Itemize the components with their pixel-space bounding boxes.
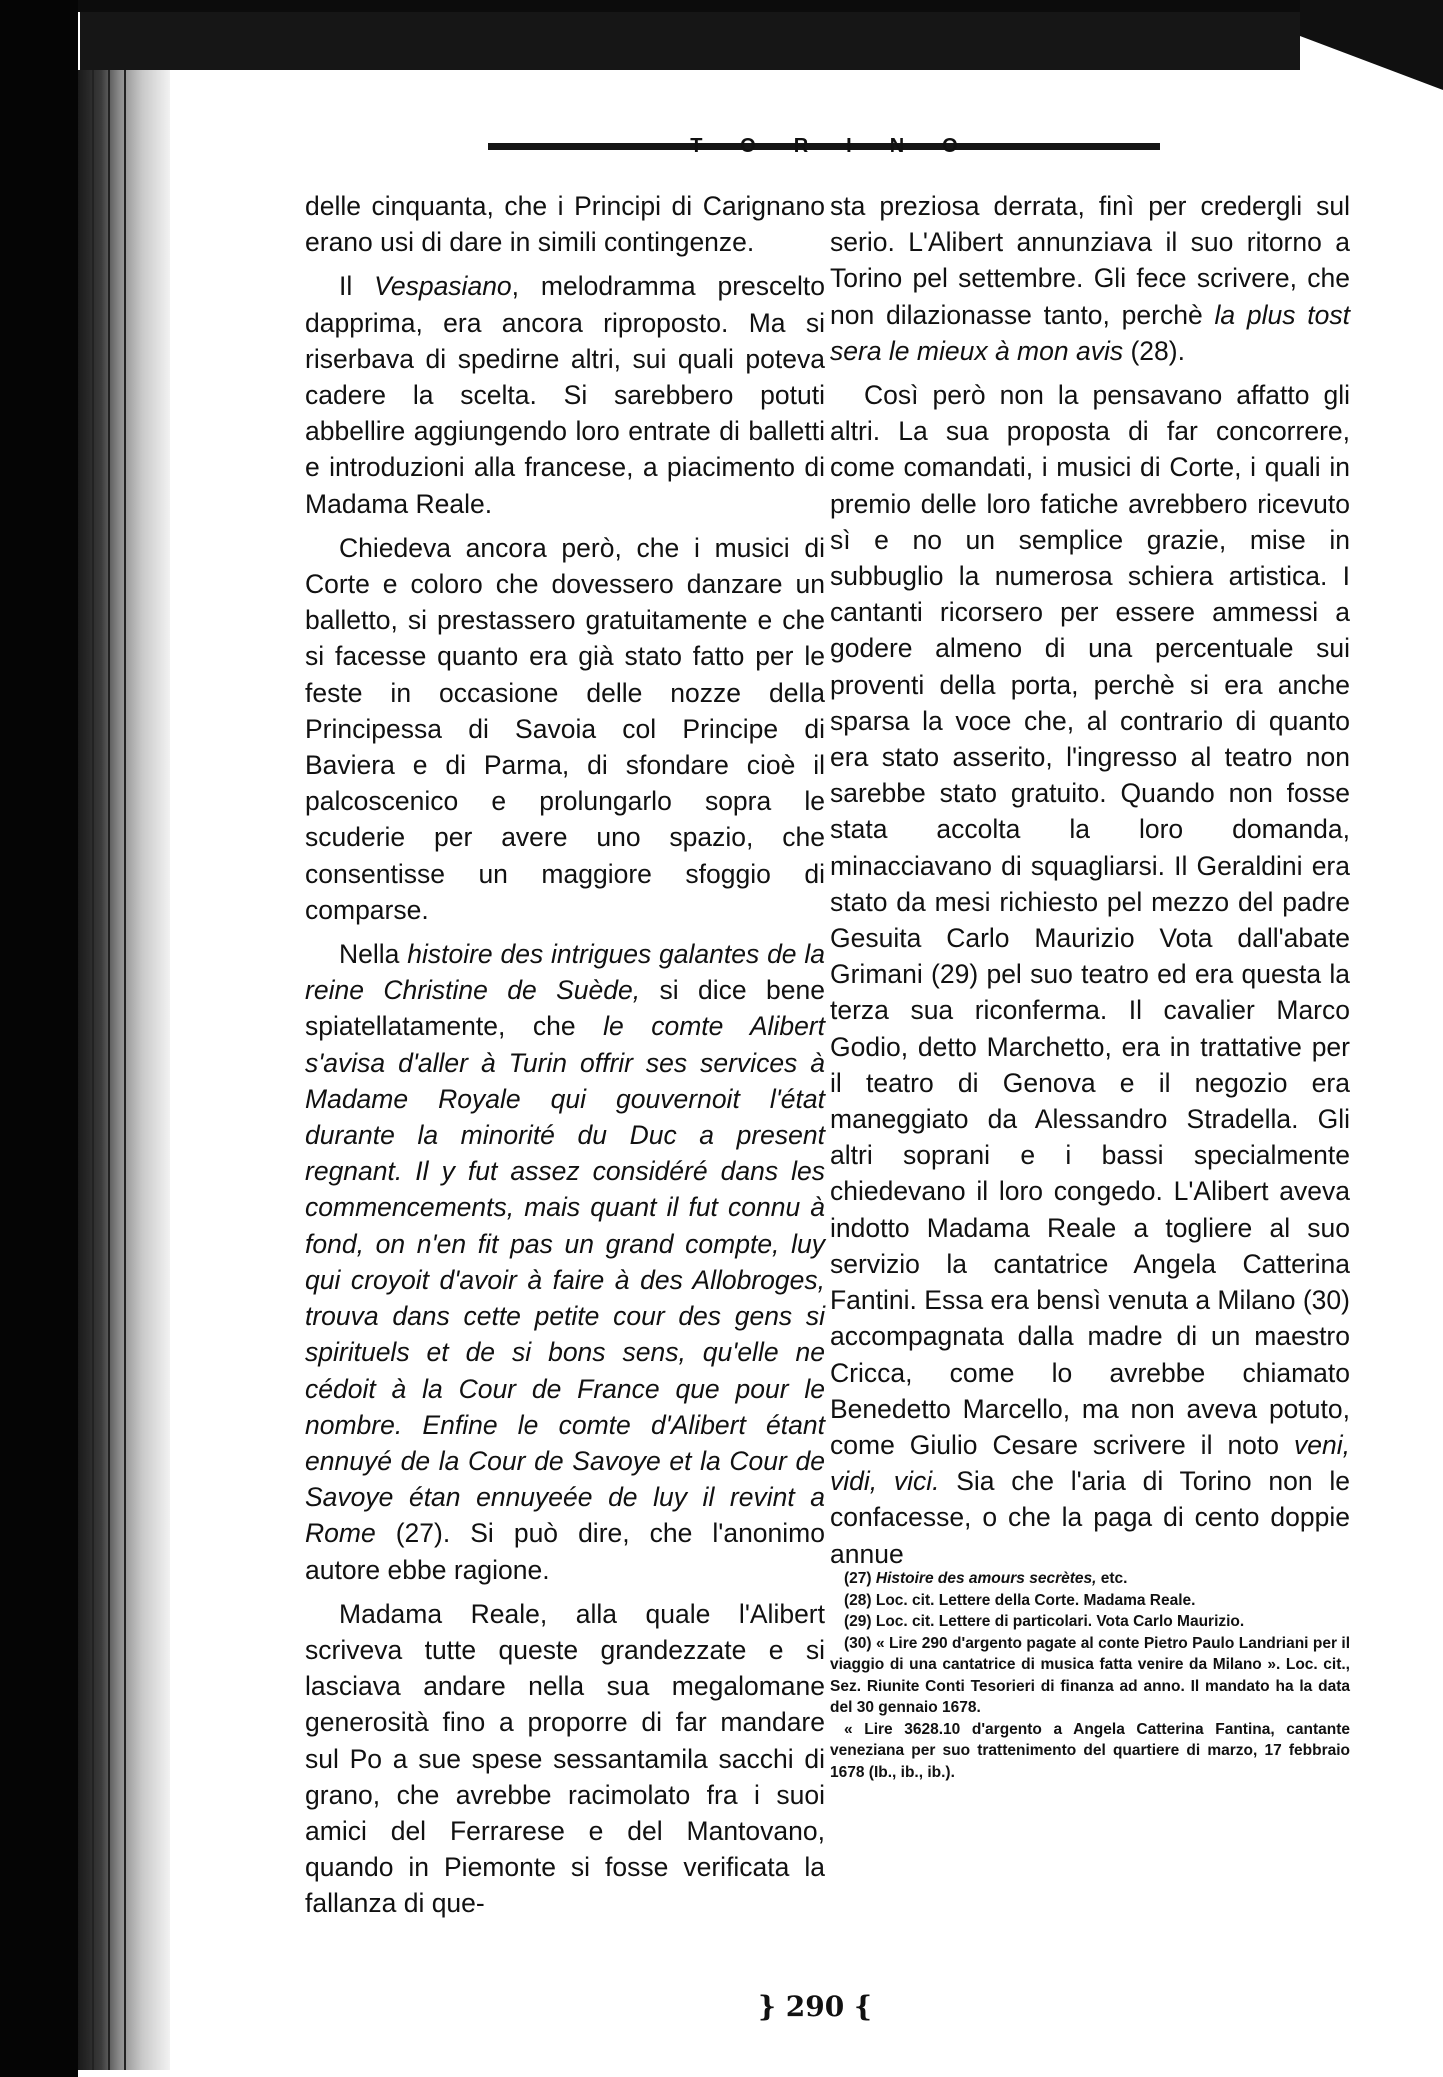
paragraph: Chiedeva ancora però, che i musici di Corte e coloro che dovessero danzare un balletto, si prestassero gratuitamente e che si facesse quanto era già stato fatto per le feste in occasione delle nozze della Principessa di Savoia col Principe di Baviera e di Parma, di sfondare cioè il palcoscenico e prolungarlo sopra le scuderie per avere uno spazio, che consentisse un maggiore sfoggio di comparse. xyxy=(305,532,825,925)
footnote: « Lire 3628.10 d'argento a Angela Catterina Fantina, cantante veneziana per suo trattenimento del quartiere di marzo, 17 febbraio 1678 (Ib., ib., ib.). xyxy=(830,1720,1350,1781)
paragraph: sta preziosa derrata, finì per credergli sul serio. L'Alibert annunziava il suo ritorno a Torino pel settembre. Gli fece scrivere, che non dilazionasse tanto, perchè la plus tost sera le mieux à mon avis (28). xyxy=(830,191,1350,366)
bracket-ornament-left: } xyxy=(758,1990,777,2023)
french-quotation: la plus tost sera le mieux à mon avis xyxy=(830,299,1350,366)
paragraph: Il Vespasiano, melodramma prescelto dapprima, era ancora riproposto. Ma si riserbava di spedirne altri, sui quali poteva cadere la scelta. Si sarebbero potuti abbellire aggiungendo loro entrate di balletti e introduzioni alla francese, a piacimento di Madama Reale. xyxy=(305,271,825,519)
running-title: TORINO xyxy=(690,134,996,157)
latin-quotation: veni, vidi, vici. xyxy=(830,1429,1350,1497)
scan-border-top xyxy=(0,0,1300,12)
footnote: (27) Histoire des amours secrètes, etc. xyxy=(844,1570,1128,1587)
left-column xyxy=(305,188,825,1922)
paragraph: Madama Reale, alla quale l'Alibert scriveva tutte queste grandezzate e si lasciava andare nella sua megalomane generosità fino a proporre di far mandare sul Po a sue spese sessantamila sacchi di grano, che avrebbe racimolato fra i suoi amici del Ferrarese e del Mantovano, quando in Piemonte si fosse verificata la fallanza di que- xyxy=(305,1598,825,1919)
bracket-ornament-right: { xyxy=(853,1990,872,2023)
footnote: (28) Loc. cit. Lettere della Corte. Madama Reale. xyxy=(844,1591,1196,1609)
paragraph: delle cinquanta, che i Principi di Carignano erano usi di dare in simili contingenze. xyxy=(305,191,825,258)
paragraph: Così però non la pensavano affatto gli altri. La sua proposta di far concorrere, come comandati, i musici di Corte, i quali in premio delle loro fatiche avrebbero ricevuto sì e no un semplice grazie, mise in subbuglio la numerosa schiera artistica. I cantanti ricorsero per essere ammessi a godere almeno di una percentuale sui proventi della porta, perchè si era anche sparsa la voce che, al contrario di quanto era stato asserito, l'ingresso al teatro non sarebbe stato gratuito. Quando non fosse stata accolta la loro domanda, minacciavano di squagliarsi. Il Geraldini era stato da mesi richiesto pel mezzo del padre Gesuita Carlo Maurizio Vota dall'abate Grimani (29) pel suo teatro ed era questa la terza sua riconferma. Il cavalier Marco Godio, detto Marchetto, era in trattative per il teatro di Genova e il negozio era maneggiato da Alessandro Stradella. Gli altri soprani e i bassi specialmente chiedevano il loro congedo. L'Alibert aveva indotto Madama Reale a togliere al suo servizio la cantatrice Angela Catterina Fantini. Essa era bensì venuta a Milano (30) accompagnata dalla madre di un maestro Cricca, come lo avrebbe chiamato Benedetto Marcello, ma non aveva potuto, come Giulio Cesare scrivere il noto veni, vidi, vici. Sia che l'aria di Torino non le confacesse, o che la paga di cento doppie annue xyxy=(830,380,1350,1569)
scan-border-corner xyxy=(1300,0,1443,90)
scan-shadow-top xyxy=(80,12,1300,70)
french-quotation: le comte Alibert s'avisa d'aller à Turin offrir ses services à Madame Royale qui gouvernoit l'état durante la minorité du Duc a present regnant. Il y fut assez considéré dans les commencements, mais quant il fut connu à fond, on n'en fit pas un grand compte, luy qui croyoit d'avoir à faire à des Allobroges, trouva dans cette petite cour des gens si spirituels et de si bons sens, qu'elle ne cédoit à la Cour de France que pour le nombre. Enfine le comte d'Alibert étant ennuyé de la Cour de Savoye et la Cour de Savoye étan ennuyeée de luy il revint a Rome xyxy=(305,1011,825,1549)
work-title: Vespasiano xyxy=(374,271,512,302)
scan-border-left xyxy=(0,0,78,2077)
footnotes xyxy=(830,1568,1350,1783)
footnote: (30) « Lire 290 d'argento pagate al conte Pietro Paulo Landriani per il viaggio di una cantatrice di musica fatta venire da Milano ». Loc. cit., Sez. Riunite Conti Tesorieri di finanza ad anno. Il mandato ha la data del 30 gennaio 1678. xyxy=(830,1634,1350,1716)
book-binding-edge xyxy=(78,70,170,2070)
right-column xyxy=(830,188,1350,1572)
book-title: histoire des intrigues galantes de la reine Christine de Suède, xyxy=(305,939,825,1006)
footnote: (29) Loc. cit. Lettere di particolari. Vota Carlo Maurizio. xyxy=(844,1613,1245,1630)
paragraph: Nella histoire des intrigues galantes de la reine Christine de Suède, si dice bene spiatellatamente, che le comte Alibert s'avisa d'aller à Turin offrir ses services à Madame Royale qui gouvernoit l'état durante la minorité du Duc a present regnant. Il y fut assez considéré dans les commencements, mais quant il fut connu à fond, on n'en fit pas un grand compte, luy qui croyoit d'avoir à faire à des Allobroges, trouva dans cette petite cour des gens si spirituels et de si bons sens, qu'elle ne cédoit à la Cour de France que pour le nombre. Enfine le comte d'Alibert étant ennuyé de la Cour de Savoye et la Cour de Savoye étan ennuyeée de luy il revint a Rome (27). Si può dire, che l'anonimo autore ebbe ragione. xyxy=(305,939,825,1585)
page-number: } 290 { xyxy=(758,1990,872,2023)
running-header xyxy=(488,134,1160,158)
